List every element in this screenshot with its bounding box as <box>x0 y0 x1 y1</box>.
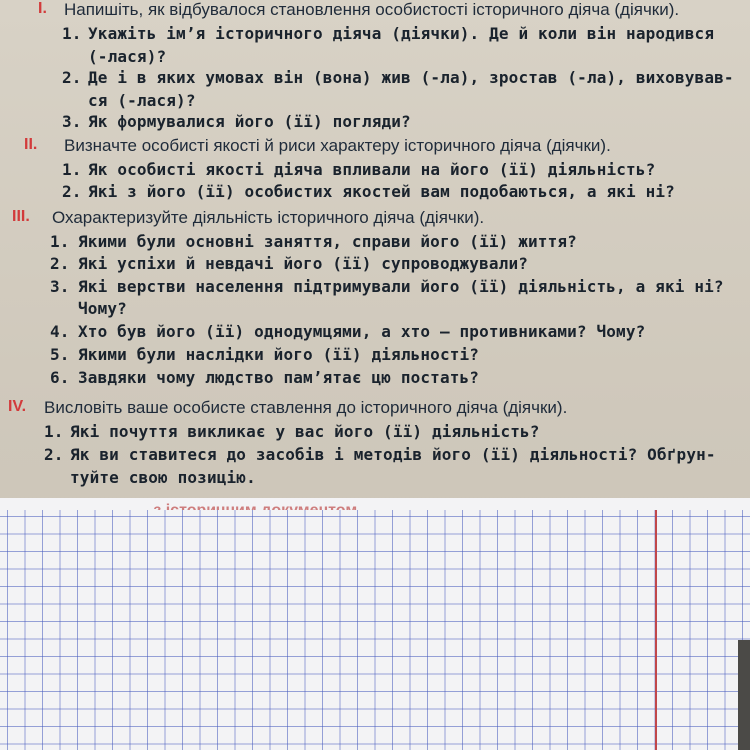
margin-line <box>655 510 657 750</box>
item-number: 3. <box>62 112 82 131</box>
item-text: Укажіть ім’я історичного діяча (діячки). Де й коли він народився <box>88 24 715 43</box>
shadow-edge <box>738 640 750 750</box>
item-text: Як формувалися його (її) погляди? <box>88 112 411 131</box>
section-number: II. <box>24 136 38 153</box>
item-number: 2. <box>62 182 82 201</box>
item-text-continued: Чому? <box>78 299 127 318</box>
item-text: Як ви ставитеся до засобів і методів його (її) діяльності? Обґрун- <box>70 445 716 464</box>
item-number: 1. <box>50 232 70 251</box>
section-title: Висловіть ваше особисте ставлення до історичного діяча (діячки). <box>44 398 568 417</box>
graph-paper-grid <box>0 510 750 750</box>
section-title: Охарактеризуйте діяльність історичного діяча (діячки). <box>52 208 485 227</box>
item-text: Завдяки чому людство пам’ятає цю постать? <box>78 368 480 387</box>
item-number: 6. <box>50 368 70 387</box>
section-heading-4 <box>0 398 750 422</box>
item-number: 5. <box>50 345 70 364</box>
item-number: 4. <box>50 322 70 341</box>
item-number: 3. <box>50 277 70 296</box>
section-heading-2 <box>0 136 750 160</box>
item-text: Які почуття викликає у вас його (її) діяльність? <box>70 422 540 441</box>
item-number: 1. <box>44 422 64 441</box>
item-text-continued: туйте свою позицію. <box>70 468 256 487</box>
item-text: Якими були основні заняття, справи його (її) життя? <box>78 232 577 251</box>
item-text-continued: ся (-лася)? <box>88 91 196 110</box>
section-number: I. <box>38 0 47 17</box>
item-number: 1. <box>62 24 82 43</box>
item-text: Якими були наслідки його (її) діяльності? <box>78 345 480 364</box>
item-text: Які з його (її) особистих якостей вам подобаються, а які ні? <box>88 182 675 201</box>
item-text: Хто був його (її) однодумцями, а хто — противниками? Чому? <box>78 322 646 341</box>
item-text-continued: (-лася)? <box>88 47 167 66</box>
item-text: Де і в яких умовах він (вона) жив (-ла), зростав (-ла), виховував- <box>88 68 734 87</box>
item-number: 2. <box>50 254 70 273</box>
item-text: Які верстви населення підтримували його (її) діяльність, а які ні? <box>78 277 724 296</box>
section-heading-1 <box>0 0 750 24</box>
item-number: 2. <box>62 68 82 87</box>
item-text: Як особисті якості діяча впливали на його (її) діяльність? <box>88 160 656 179</box>
item-number: 2. <box>44 445 64 464</box>
item-text: Які успіхи й невдачі його (її) супроводжували? <box>78 254 529 273</box>
item-number: 1. <box>62 160 82 179</box>
section-heading-3 <box>0 208 750 232</box>
section-number: III. <box>12 208 30 225</box>
section-number: IV. <box>8 398 27 415</box>
section-title: Визначте особисті якості й риси характеру історичного діяча (діячки). <box>64 136 611 155</box>
section-title: Напишіть, як відбувалося становлення особистості історичного діяча (діячки). <box>64 0 680 19</box>
